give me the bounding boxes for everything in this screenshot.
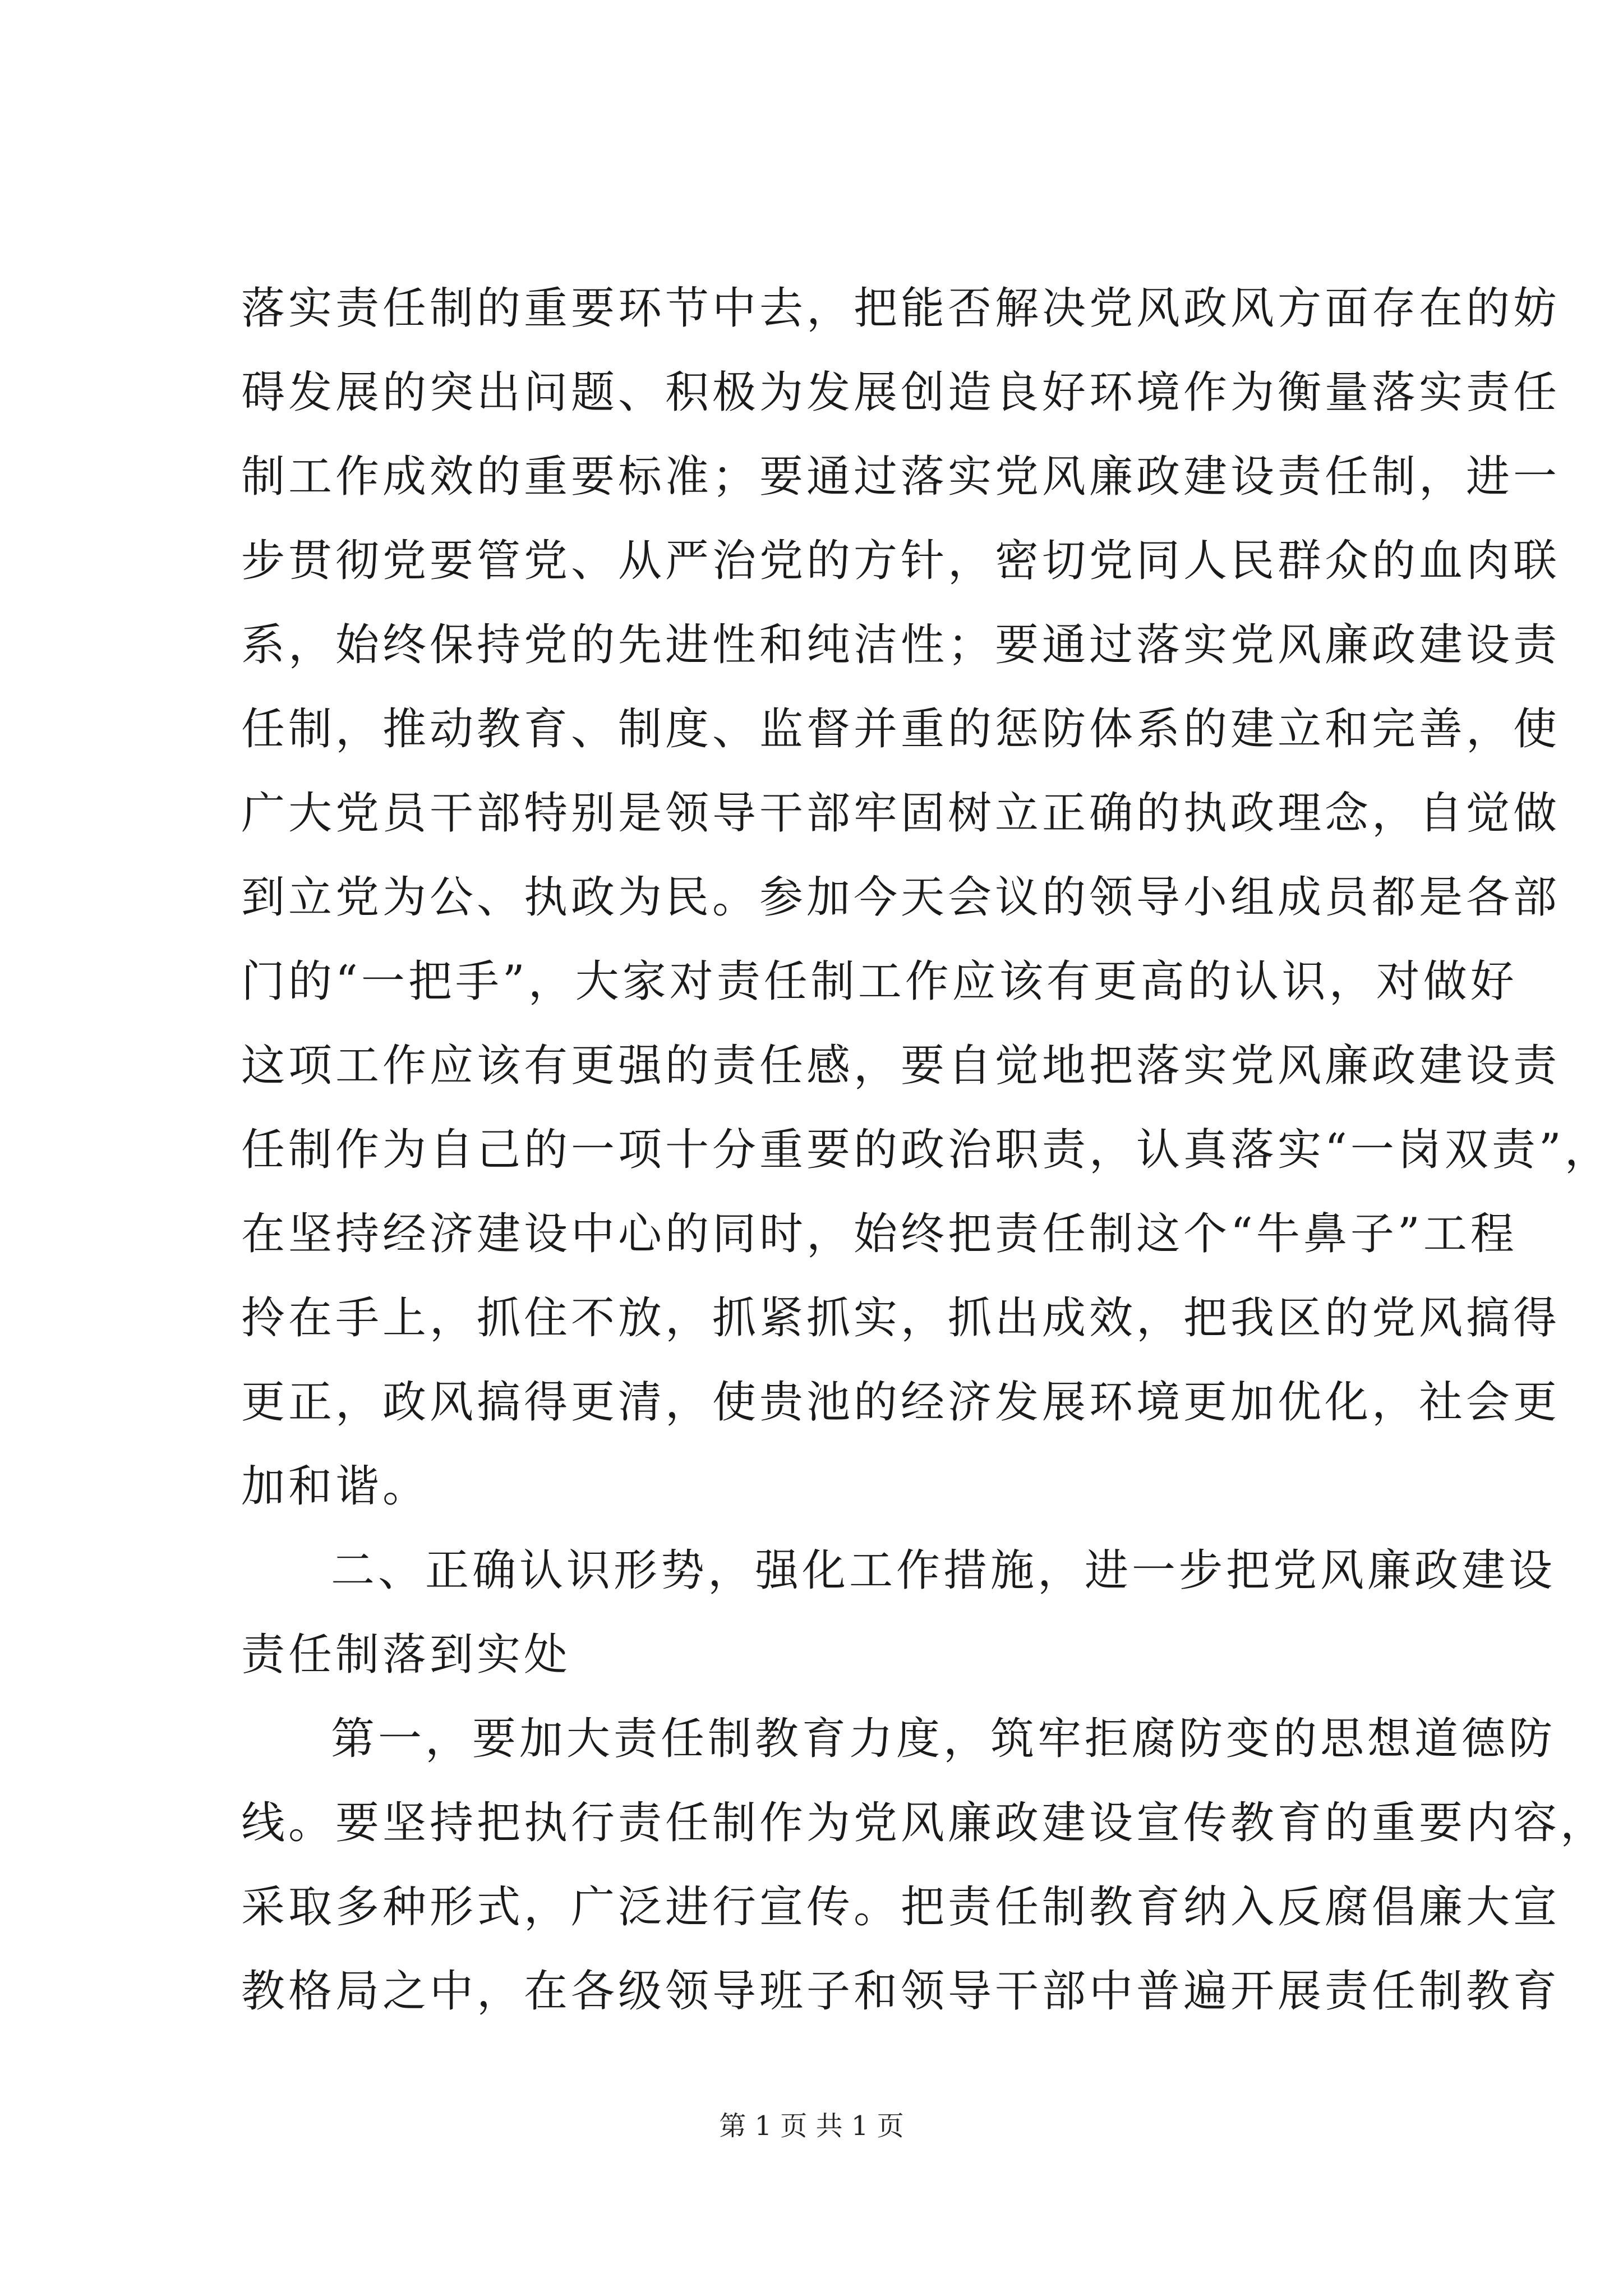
text-line: 任制，推动教育、制度、监督并重的惩防体系的建立和完善，使 — [241, 704, 1561, 754]
section-heading-line: 责任制落到实处 — [241, 1630, 571, 1680]
page-number-footer: 第 1 页 共 1 页 — [719, 2110, 904, 2142]
text-line: 落实责任制的重要环节中去，把能否解决党风政风方面存在的妨 — [241, 283, 1561, 334]
section-heading-line: 二、正确认识形势，强化工作措施，进一步把党风廉政建设 — [331, 1545, 1556, 1596]
text-line: 教格局之中，在各级领导班子和领导干部中普遍开展责任制教育 — [241, 1966, 1561, 2017]
text-line: 门的“一把手”，大家对责任制工作应该有更高的认识，对做好 — [241, 956, 1518, 1007]
text-line: 步贯彻党要管党、从严治党的方针，密切党同人民群众的血肉联 — [241, 536, 1561, 586]
text-line: 拎在手上，抓住不放，抓紧抓实，抓出成效，把我区的党风搞得 — [241, 1293, 1561, 1343]
text-line: 到立党为公、执政为民。参加今天会议的领导小组成员都是各部 — [241, 872, 1561, 923]
text-line: 第一，要加大责任制教育力度，筑牢拒腐防变的思想道德防 — [331, 1714, 1556, 1764]
text-line: 线。要坚持把执行责任制作为党风廉政建设宣传教育的重要内容， — [241, 1798, 1608, 1848]
text-line: 碍发展的突出问题、积极为发展创造良好环境作为衡量落实责任 — [241, 367, 1561, 418]
text-line: 这项工作应该有更强的责任感，要自觉地把落实党风廉政建设责 — [241, 1041, 1561, 1091]
text-line: 广大党员干部特别是领导干部牢固树立正确的执政理念，自觉做 — [241, 788, 1561, 839]
text-line: 采取多种形式，广泛进行宣传。把责任制教育纳入反腐倡廉大宣 — [241, 1882, 1561, 1932]
text-line: 更正，政风搞得更清，使贵池的经济发展环境更加优化，社会更 — [241, 1377, 1561, 1428]
text-line: 加和谐。 — [241, 1461, 430, 1512]
document-body — [241, 266, 1612, 2033]
text-line: 系，始终保持党的先进性和纯洁性；要通过落实党风廉政建设责 — [241, 620, 1561, 670]
text-line: 在坚持经济建设中心的同时，始终把责任制这个“牛鼻子”工程 — [241, 1209, 1518, 1259]
text-line: 任制作为自己的一项十分重要的政治职责，认真落实“一岗双责”， — [241, 1125, 1612, 1175]
text-line: 制工作成效的重要标准；要通过落实党风廉政建设责任制，进一 — [241, 452, 1561, 502]
